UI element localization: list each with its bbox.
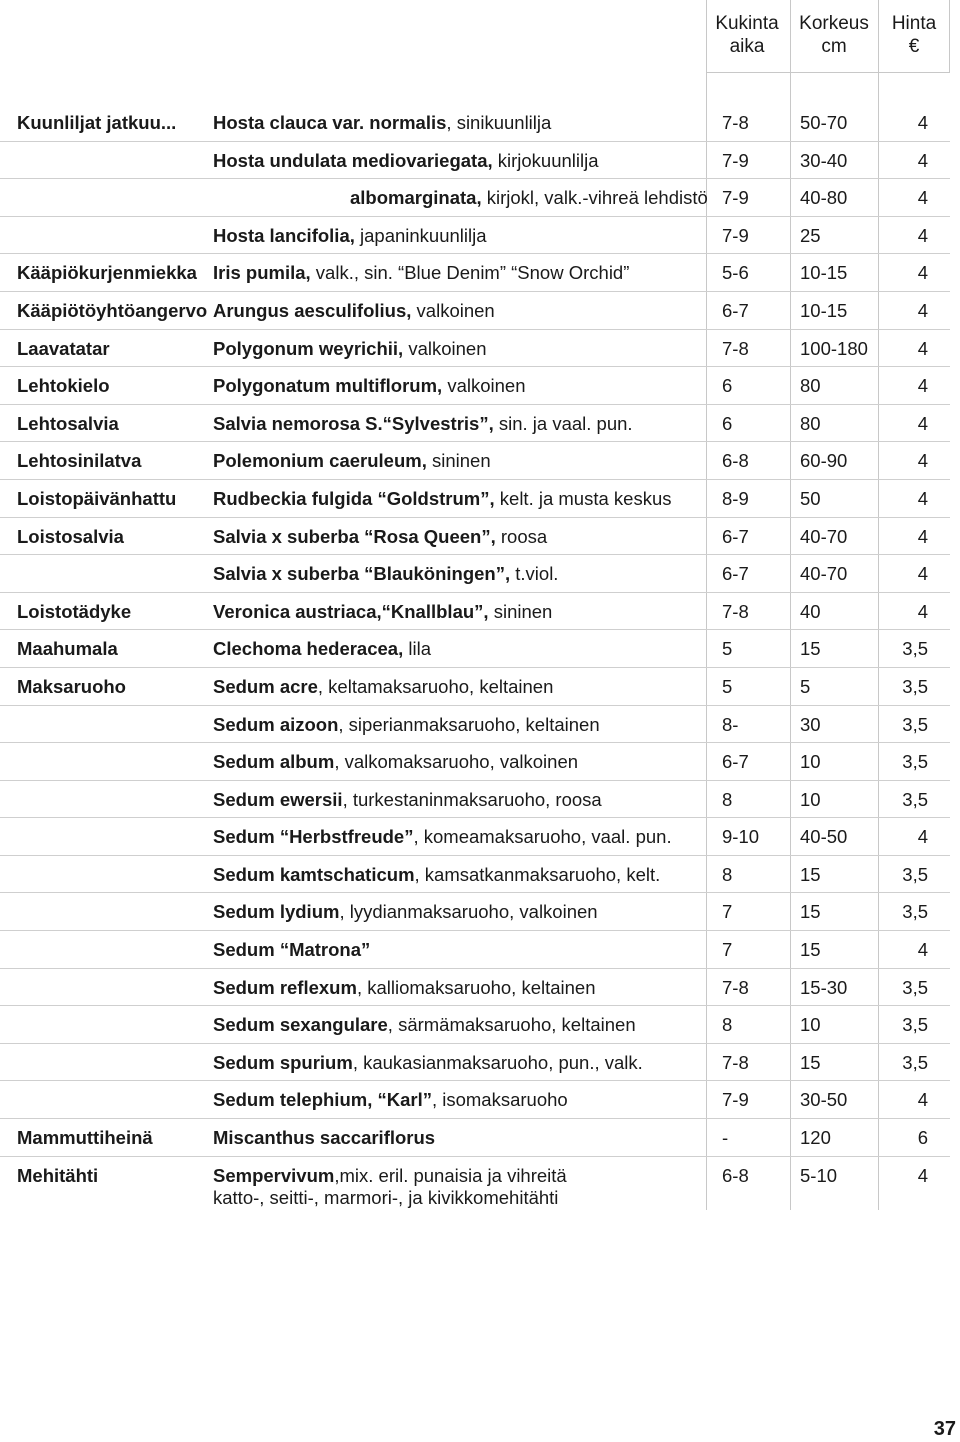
bloom-time: 6-7	[722, 299, 749, 321]
bloom-time: 5-6	[722, 262, 749, 284]
header-price-line1: Hinta	[891, 13, 937, 34]
plant-details: sininen	[488, 600, 553, 622]
bloom-time: 7-9	[722, 224, 749, 246]
plant-common-name: Loistopäivänhattu	[17, 487, 177, 509]
plant-details: kelt. ja musta keskus	[494, 487, 672, 509]
bloom-time: 7-9	[722, 1089, 749, 1111]
price: 4	[917, 487, 928, 509]
plant-common-name: Lehtosinilatva	[17, 450, 142, 472]
price: 4	[917, 563, 928, 585]
height-cm: 60-90	[800, 450, 848, 472]
header-divider	[706, 72, 950, 73]
price: 4	[917, 375, 928, 397]
plant-details: sininen	[426, 450, 491, 472]
plant-description	[213, 714, 600, 736]
plant-description	[213, 901, 598, 923]
height-cm: 30-40	[800, 149, 848, 171]
column-divider	[949, 0, 950, 72]
height-cm: 80	[800, 412, 821, 434]
height-cm: 15	[800, 901, 821, 923]
plant-description	[213, 939, 370, 961]
plant-details-line2: katto-, seitti-, marmori-, ja kivikkomehitähti	[213, 1186, 559, 1208]
plant-details: ,mix. eril. punaisia ja vihreitä	[334, 1164, 567, 1186]
header-height-line1: Korkeus	[799, 13, 869, 34]
table-row	[0, 706, 950, 744]
plant-description	[213, 864, 660, 886]
plant-details: , keltamaksaruoho, keltainen	[317, 675, 554, 697]
header-bloom-line2: aika	[729, 36, 765, 57]
plant-description	[213, 262, 629, 284]
price: 3,5	[902, 976, 928, 998]
latin-name: Sedum spurium	[213, 1051, 353, 1073]
bloom-time: 8	[722, 788, 733, 810]
plant-details: , kalliomaksaruoho, keltainen	[356, 976, 596, 998]
bloom-time: 8	[722, 1014, 733, 1036]
plant-details: , komeamaksaruoho, vaal. pun.	[413, 826, 672, 848]
price: 4	[917, 450, 928, 472]
plant-common-name: Mehitähti	[17, 1164, 99, 1186]
plant-common-name: Maahumala	[17, 638, 118, 660]
height-cm: 40-80	[800, 187, 848, 209]
table-row	[0, 781, 950, 819]
latin-name: Polygonatum multiflorum,	[213, 375, 443, 397]
height-cm: 30	[800, 713, 821, 735]
price: 3,5	[902, 1014, 928, 1036]
price: 4	[917, 187, 928, 209]
bloom-time: 6-7	[722, 525, 749, 547]
latin-name: Rudbeckia fulgida “Goldstrum”,	[213, 487, 495, 509]
latin-name: Iris pumila,	[213, 262, 311, 284]
plant-description	[213, 601, 552, 623]
plant-description	[213, 1127, 435, 1149]
price: 3,5	[902, 788, 928, 810]
price: 4	[917, 224, 928, 246]
table-row	[0, 555, 950, 593]
latin-name: Sedum lydium	[213, 901, 340, 923]
plant-description	[213, 526, 547, 548]
plant-description	[213, 676, 553, 698]
height-cm: 10	[800, 788, 821, 810]
table-row	[0, 330, 950, 368]
table-row	[0, 969, 950, 1007]
table-row	[0, 217, 950, 255]
bloom-time: -	[722, 1127, 729, 1149]
height-cm: 50	[800, 487, 821, 509]
price: 3,5	[902, 863, 928, 885]
height-cm: 40-50	[800, 826, 848, 848]
plant-details: , sinikuunlilja	[446, 112, 552, 133]
plant-common-name: Kuunliljat jatkuu...	[17, 112, 177, 133]
table-row	[0, 931, 950, 969]
plant-details: roosa	[495, 525, 548, 547]
plant-description	[213, 300, 495, 322]
latin-name: Salvia x suberba “Blauköningen”,	[213, 563, 511, 585]
plant-description	[213, 413, 633, 435]
height-cm: 120	[800, 1127, 831, 1149]
table-row	[0, 142, 950, 180]
latin-name: Sedum “Matrona”	[213, 939, 371, 961]
bloom-time: 6	[722, 375, 733, 397]
height-cm: 30-50	[800, 1089, 848, 1111]
height-cm: 15	[800, 939, 821, 961]
bloom-time: 7-8	[722, 600, 749, 622]
latin-name: Veronica austriaca,“Knallblau”,	[213, 600, 489, 622]
plant-description	[213, 563, 558, 585]
height-cm: 80	[800, 375, 821, 397]
height-cm: 100-180	[800, 337, 868, 359]
latin-name: albomarginata,	[350, 187, 482, 209]
table-row	[0, 818, 950, 856]
bloom-time: 6	[722, 412, 733, 434]
height-cm: 40-70	[800, 563, 848, 585]
table-row	[0, 367, 950, 405]
page-number: 37	[933, 1418, 956, 1440]
price: 4	[917, 1164, 928, 1186]
price: 3,5	[902, 1051, 928, 1073]
plant-details: , lyydianmaksaruoho, valkoinen	[339, 901, 598, 923]
price: 4	[917, 1089, 928, 1111]
bloom-time: 6-7	[722, 751, 749, 773]
price: 3,5	[902, 751, 928, 773]
bloom-time: 5	[722, 638, 733, 660]
latin-name: Miscanthus saccariflorus	[213, 1127, 436, 1149]
table-row	[0, 893, 950, 931]
bloom-time: 8-	[722, 713, 739, 735]
plant-description	[213, 751, 578, 773]
plant-description	[350, 187, 708, 209]
plant-details: sin. ja vaal. pun.	[493, 412, 633, 434]
table-row	[0, 630, 950, 668]
bloom-time: 7-8	[722, 337, 749, 359]
latin-name: Hosta clauca var. normalis	[213, 112, 447, 133]
plant-common-name: Kääpiökurjenmiekka	[17, 262, 197, 284]
height-cm: 5-10	[800, 1164, 838, 1186]
latin-name: Salvia nemorosa S.“Sylvestris”,	[213, 412, 494, 434]
price: 3,5	[902, 901, 928, 923]
price: 4	[917, 939, 928, 961]
latin-name: Sedum “Herbstfreude”	[213, 826, 414, 848]
price: 3,5	[902, 675, 928, 697]
plant-details: , kaukasianmaksaruoho, pun., valk.	[352, 1051, 643, 1073]
header-bloom-line1: Kukinta	[715, 13, 779, 34]
latin-name: Sedum kamtschaticum	[213, 863, 415, 885]
bloom-time: 6-7	[722, 563, 749, 585]
bloom-time: 7-8	[722, 1051, 749, 1073]
plant-common-name: Lehtokielo	[17, 375, 110, 397]
price: 3,5	[902, 638, 928, 660]
price: 4	[917, 337, 928, 359]
plant-common-name: Mammuttiheinä	[17, 1127, 153, 1149]
header-height	[790, 12, 878, 58]
header-price	[878, 12, 950, 58]
plant-details: japaninkuunlilja	[354, 224, 487, 246]
latin-name: Sempervivum	[213, 1164, 335, 1186]
table-row	[0, 480, 950, 518]
plant-description	[213, 112, 551, 134]
height-cm: 15	[800, 1051, 821, 1073]
plant-details: valkoinen	[442, 375, 526, 397]
table-row	[0, 668, 950, 706]
bloom-time: 7-8	[722, 976, 749, 998]
bloom-time: 8-9	[722, 487, 749, 509]
price: 3,5	[902, 713, 928, 735]
plant-details: , särmämaksaruoho, keltainen	[387, 1014, 636, 1036]
header-height-line2: cm	[821, 36, 847, 57]
plant-details: , siperianmaksaruoho, keltainen	[338, 713, 600, 735]
latin-name: Arungus aesculifolius,	[213, 299, 412, 321]
table-row	[0, 179, 950, 217]
latin-name: Sedum ewersii	[213, 788, 343, 810]
bloom-time: 7	[722, 939, 733, 961]
plant-details: lila	[403, 638, 431, 660]
plant-details: valkoinen	[411, 299, 495, 321]
table-row	[0, 593, 950, 631]
plant-description	[213, 338, 487, 360]
bloom-time: 7	[722, 901, 733, 923]
price: 4	[917, 826, 928, 848]
latin-name: Sedum sexangulare	[213, 1014, 388, 1036]
latin-name: Sedum reflexum	[213, 976, 357, 998]
plant-description	[213, 1165, 567, 1209]
bloom-time: 9-10	[722, 826, 760, 848]
plant-description	[213, 1089, 568, 1111]
latin-name: Hosta lancifolia,	[213, 224, 355, 246]
plant-details: kirjokuunlilja	[492, 149, 599, 171]
price: 4	[917, 299, 928, 321]
plant-common-name: Laavatatar	[17, 337, 110, 359]
latin-name: Polemonium caeruleum,	[213, 450, 427, 472]
plant-details: , isomaksaruoho	[431, 1089, 568, 1111]
plant-details: , turkestaninmaksaruoho, roosa	[342, 788, 602, 810]
height-cm: 15	[800, 638, 821, 660]
price: 4	[917, 525, 928, 547]
height-cm: 10	[800, 1014, 821, 1036]
height-cm: 15	[800, 863, 821, 885]
table-row	[0, 1006, 950, 1044]
bloom-time: 5	[722, 675, 733, 697]
height-cm: 15-30	[800, 976, 848, 998]
plant-description	[213, 150, 599, 172]
height-cm: 10	[800, 751, 821, 773]
plant-description	[213, 638, 431, 660]
header-bloom-time	[706, 12, 788, 58]
plant-details: valk., sin. “Blue Denim” “Snow Orchid”	[310, 262, 630, 284]
plant-description	[213, 225, 487, 247]
plant-common-name: Lehtosalvia	[17, 412, 119, 434]
height-cm: 5	[800, 675, 811, 697]
bloom-time: 7-9	[722, 187, 749, 209]
price: 4	[917, 412, 928, 434]
plant-description	[213, 789, 602, 811]
plant-details: t.viol.	[510, 563, 559, 585]
plant-details: , kamsatkanmaksaruoho, kelt.	[414, 863, 661, 885]
height-cm: 25	[800, 224, 821, 246]
latin-name: Clechoma hederacea,	[213, 638, 404, 660]
price: 4	[917, 149, 928, 171]
bloom-time: 8	[722, 863, 733, 885]
plant-description	[213, 450, 491, 472]
table-row	[0, 104, 950, 142]
height-cm: 10-15	[800, 299, 848, 321]
latin-name: Polygonum weyrichii,	[213, 337, 404, 359]
height-cm: 10-15	[800, 262, 848, 284]
plant-description	[213, 375, 526, 397]
plant-details: valkoinen	[403, 337, 487, 359]
latin-name: Salvia x suberba “Rosa Queen”,	[213, 525, 496, 547]
price: 4	[917, 112, 928, 133]
table-row	[0, 1119, 950, 1157]
plant-details: kirjokl, valk.-vihreä lehdistö	[481, 187, 708, 209]
table-row	[0, 405, 950, 443]
latin-name: Sedum telephium, “Karl”	[213, 1089, 432, 1111]
table-row	[0, 1081, 950, 1119]
table-row	[0, 442, 950, 480]
price: 4	[917, 262, 928, 284]
table-row	[0, 518, 950, 556]
table-row	[0, 856, 950, 894]
bloom-time: 7-8	[722, 112, 749, 133]
bloom-time: 7-9	[722, 149, 749, 171]
plant-description	[213, 826, 672, 848]
table-row	[0, 292, 950, 330]
table-row	[0, 254, 950, 292]
plant-description	[213, 488, 671, 510]
plant-description	[213, 977, 596, 999]
price: 6	[917, 1127, 928, 1149]
table-row	[0, 1044, 950, 1082]
latin-name: Hosta undulata mediovariegata,	[213, 149, 493, 171]
height-cm: 50-70	[800, 112, 848, 133]
plant-description	[213, 1052, 643, 1074]
bloom-time: 6-8	[722, 1164, 749, 1186]
plant-common-name: Maksaruoho	[17, 675, 126, 697]
plant-description	[213, 1014, 636, 1036]
height-cm: 40	[800, 600, 821, 622]
plant-details: , valkomaksaruoho, valkoinen	[334, 751, 579, 773]
plant-common-name: Kääpiötöyhtöangervo	[17, 299, 208, 321]
table-row	[0, 743, 950, 781]
plant-table	[0, 104, 950, 1207]
price: 4	[917, 600, 928, 622]
height-cm: 40-70	[800, 525, 848, 547]
plant-common-name: Loistotädyke	[17, 600, 132, 622]
latin-name: Sedum aizoon	[213, 713, 339, 735]
header-price-line2: €	[908, 36, 920, 57]
plant-common-name: Loistosalvia	[17, 525, 124, 547]
bloom-time: 6-8	[722, 450, 749, 472]
latin-name: Sedum acre	[213, 675, 318, 697]
latin-name: Sedum album	[213, 751, 335, 773]
table-row	[0, 1157, 950, 1207]
